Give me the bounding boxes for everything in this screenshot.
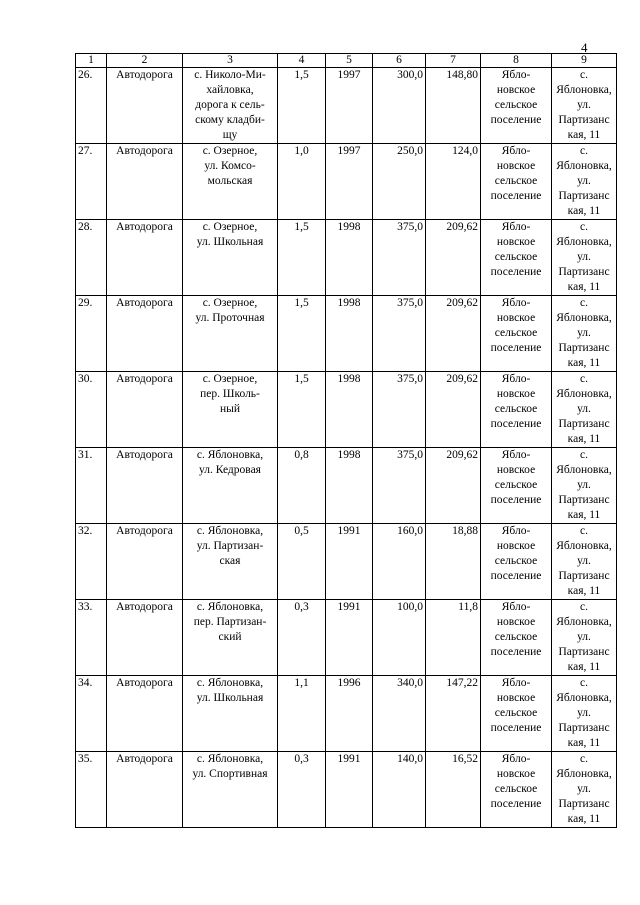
cell-year: 1991 <box>326 524 373 600</box>
cell-owner: Ябло- новское сельское поселение <box>481 676 552 752</box>
cell-year: 1997 <box>326 68 373 144</box>
cell-year: 1996 <box>326 676 373 752</box>
cell-n: 29. <box>76 296 107 372</box>
column-header: 8 <box>481 54 552 68</box>
cell-residual: 148,80 <box>426 68 481 144</box>
cell-length: 0,3 <box>278 752 326 828</box>
cell-length: 0,3 <box>278 600 326 676</box>
cell-residual: 209,62 <box>426 448 481 524</box>
cell-year: 1991 <box>326 600 373 676</box>
cell-owner: Ябло- новское сельское поселение <box>481 372 552 448</box>
cell-owner: Ябло- новское сельское поселение <box>481 68 552 144</box>
cell-value: 250,0 <box>373 144 426 220</box>
cell-year: 1998 <box>326 296 373 372</box>
table-row <box>76 524 617 600</box>
cell-year: 1991 <box>326 752 373 828</box>
cell-address: с. Озерное, ул. Комсо- мольская <box>183 144 278 220</box>
cell-value: 375,0 <box>373 220 426 296</box>
table-row <box>76 372 617 448</box>
cell-length: 1,5 <box>278 68 326 144</box>
cell-owner: Ябло- новское сельское поселение <box>481 220 552 296</box>
cell-length: 0,8 <box>278 448 326 524</box>
cell-address: с. Яблоновка, ул. Школьная <box>183 676 278 752</box>
cell-n: 27. <box>76 144 107 220</box>
cell-location: с. Яблоновка, ул. Партизанс кая, 11 <box>552 448 617 524</box>
table-row <box>76 144 617 220</box>
cell-value: 375,0 <box>373 296 426 372</box>
cell-address: с. Яблоновка, пер. Партизан- ский <box>183 600 278 676</box>
cell-location: с. Яблоновка, ул. Партизанс кая, 11 <box>552 220 617 296</box>
cell-owner: Ябло- новское сельское поселение <box>481 144 552 220</box>
property-registry-table <box>75 53 617 828</box>
cell-n: 34. <box>76 676 107 752</box>
cell-n: 28. <box>76 220 107 296</box>
cell-year: 1998 <box>326 372 373 448</box>
cell-location: с. Яблоновка, ул. Партизанс кая, 11 <box>552 372 617 448</box>
cell-owner: Ябло- новское сельское поселение <box>481 752 552 828</box>
cell-type: Автодорога <box>107 752 183 828</box>
cell-value: 300,0 <box>373 68 426 144</box>
cell-n: 30. <box>76 372 107 448</box>
cell-value: 375,0 <box>373 448 426 524</box>
cell-location: с. Яблоновка, ул. Партизанс кая, 11 <box>552 676 617 752</box>
column-header: 3 <box>183 54 278 68</box>
cell-address: с. Озерное, ул. Школьная <box>183 220 278 296</box>
table-row <box>76 68 617 144</box>
cell-length: 1,5 <box>278 220 326 296</box>
cell-type: Автодорога <box>107 372 183 448</box>
table-row <box>76 296 617 372</box>
column-header: 6 <box>373 54 426 68</box>
cell-type: Автодорога <box>107 676 183 752</box>
column-header: 7 <box>426 54 481 68</box>
cell-value: 100,0 <box>373 600 426 676</box>
cell-residual: 16,52 <box>426 752 481 828</box>
cell-residual: 124,0 <box>426 144 481 220</box>
cell-residual: 209,62 <box>426 220 481 296</box>
cell-residual: 147,22 <box>426 676 481 752</box>
column-header: 5 <box>326 54 373 68</box>
cell-address: с. Николо-Ми- хайловка, дорога к сель- скому кладби- щу <box>183 68 278 144</box>
cell-type: Автодорога <box>107 600 183 676</box>
cell-year: 1997 <box>326 144 373 220</box>
column-header: 9 <box>552 54 617 68</box>
cell-n: 26. <box>76 68 107 144</box>
cell-owner: Ябло- новское сельское поселение <box>481 296 552 372</box>
cell-address: с. Озерное, ул. Проточная <box>183 296 278 372</box>
cell-location: с. Яблоновка, ул. Партизанс кая, 11 <box>552 752 617 828</box>
cell-value: 160,0 <box>373 524 426 600</box>
cell-residual: 18,88 <box>426 524 481 600</box>
column-header: 2 <box>107 54 183 68</box>
cell-value: 340,0 <box>373 676 426 752</box>
cell-type: Автодорога <box>107 296 183 372</box>
cell-address: с. Яблоновка, ул. Кедровая <box>183 448 278 524</box>
cell-n: 35. <box>76 752 107 828</box>
cell-type: Автодорога <box>107 68 183 144</box>
cell-n: 32. <box>76 524 107 600</box>
cell-n: 31. <box>76 448 107 524</box>
cell-location: с. Яблоновка, ул. Партизанс кая, 11 <box>552 296 617 372</box>
cell-location: с. Яблоновка, ул. Партизанс кая, 11 <box>552 144 617 220</box>
cell-n: 33. <box>76 600 107 676</box>
cell-year: 1998 <box>326 220 373 296</box>
cell-location: с. Яблоновка, ул. Партизанс кая, 11 <box>552 68 617 144</box>
cell-type: Автодорога <box>107 144 183 220</box>
cell-year: 1998 <box>326 448 373 524</box>
cell-length: 0,5 <box>278 524 326 600</box>
table-row <box>76 676 617 752</box>
cell-length: 1,1 <box>278 676 326 752</box>
cell-type: Автодорога <box>107 524 183 600</box>
cell-address: с. Яблоновка, ул. Партизан- ская <box>183 524 278 600</box>
cell-address: с. Яблоновка, ул. Спортивная <box>183 752 278 828</box>
cell-location: с. Яблоновка, ул. Партизанс кая, 11 <box>552 524 617 600</box>
cell-type: Автодорога <box>107 220 183 296</box>
table-row <box>76 448 617 524</box>
table-row <box>76 600 617 676</box>
cell-length: 1,5 <box>278 296 326 372</box>
cell-owner: Ябло- новское сельское поселение <box>481 600 552 676</box>
cell-address: с. Озерное, пер. Школь- ный <box>183 372 278 448</box>
cell-residual: 11,8 <box>426 600 481 676</box>
page-number: 4 <box>581 40 588 55</box>
cell-residual: 209,62 <box>426 296 481 372</box>
cell-location: с. Яблоновка, ул. Партизанс кая, 11 <box>552 600 617 676</box>
cell-value: 375,0 <box>373 372 426 448</box>
cell-length: 1,0 <box>278 144 326 220</box>
column-number-row <box>76 54 617 68</box>
cell-value: 140,0 <box>373 752 426 828</box>
cell-residual: 209,62 <box>426 372 481 448</box>
column-header: 1 <box>76 54 107 68</box>
cell-owner: Ябло- новское сельское поселение <box>481 448 552 524</box>
table-row <box>76 220 617 296</box>
table-body <box>76 68 617 828</box>
cell-owner: Ябло- новское сельское поселение <box>481 524 552 600</box>
column-header: 4 <box>278 54 326 68</box>
table-row <box>76 752 617 828</box>
cell-length: 1,5 <box>278 372 326 448</box>
cell-type: Автодорога <box>107 448 183 524</box>
